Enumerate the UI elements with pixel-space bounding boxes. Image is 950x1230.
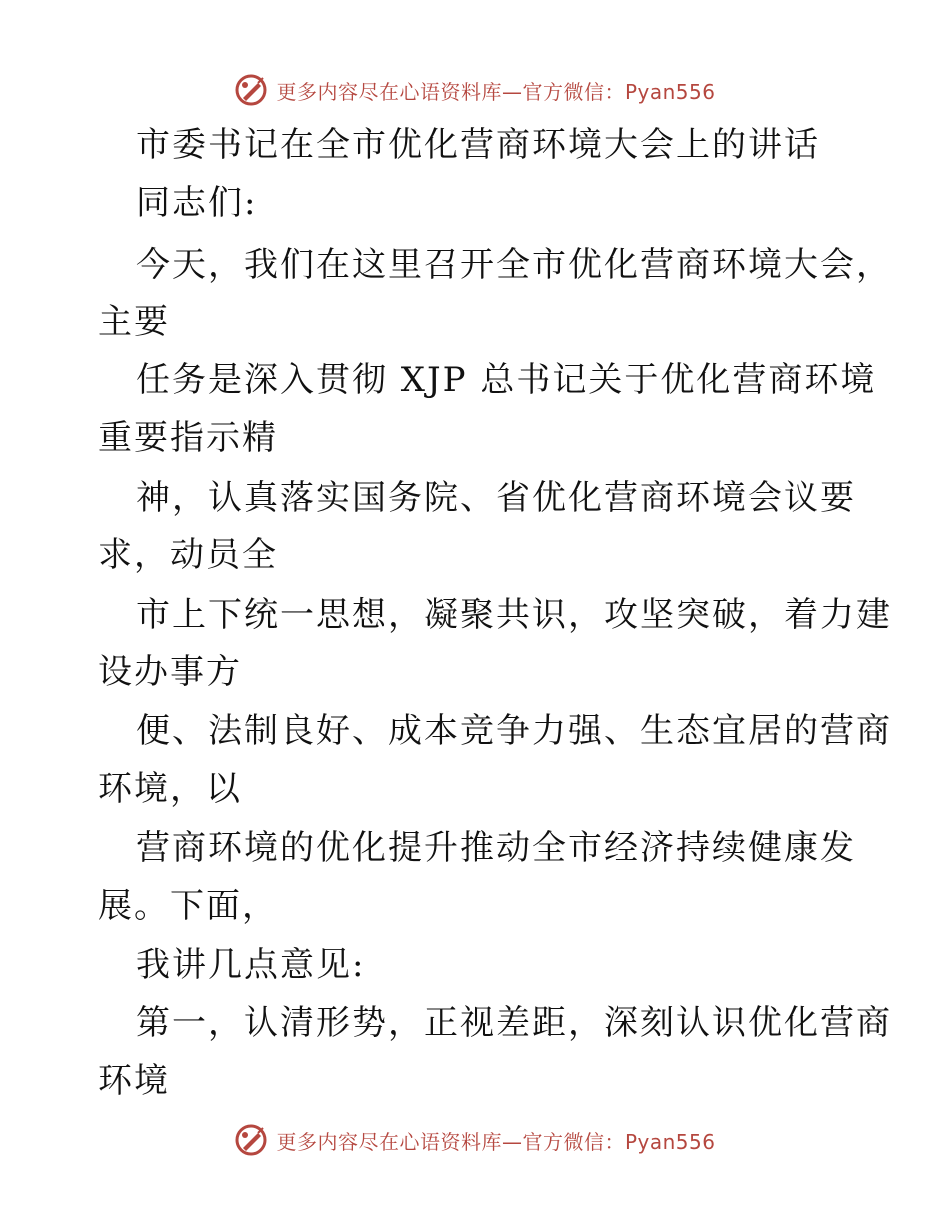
paragraph-line: 主要 bbox=[98, 302, 170, 342]
paragraph-line: 今天，我们在这里召开全市优化营商环境大会， bbox=[136, 245, 892, 285]
paragraph-line: 环境 bbox=[98, 1061, 170, 1101]
paragraph-line: 重要指示精 bbox=[98, 418, 278, 458]
paragraph-line: 第一，认清形势，正视差距，深刻认识优化营商 bbox=[136, 1003, 892, 1043]
paragraph-line: 环境，以 bbox=[98, 769, 242, 809]
header-watermark bbox=[0, 70, 950, 110]
paragraph-line: 营商环境的优化提升推动全市经济持续健康发 bbox=[136, 828, 856, 868]
quill-pen-logo-icon bbox=[234, 73, 268, 107]
quill-pen-logo-icon bbox=[234, 1123, 268, 1157]
paragraph-line: 展。下面， bbox=[98, 886, 278, 926]
paragraph-line: 设办事方 bbox=[98, 652, 242, 692]
header-watermark-text: 更多内容尽在心语资料库—官方微信：Pyan556 bbox=[276, 79, 716, 104]
paragraph-line: 市上下统一思想，凝聚共识，攻坚突破，着力建 bbox=[136, 595, 892, 635]
paragraph-line: 任务是深入贯彻 XJP 总书记关于优化营商环境 bbox=[136, 360, 877, 400]
salutation: 同志们: bbox=[136, 183, 258, 223]
paragraph-line: 求，动员全 bbox=[98, 535, 278, 575]
footer-watermark-text: 更多内容尽在心语资料库—官方微信：Pyan556 bbox=[276, 1129, 716, 1154]
document-title: 市委书记在全市优化营商环境大会上的讲话 bbox=[136, 125, 820, 165]
paragraph-line: 神，认真落实国务院、省优化营商环境会议要 bbox=[136, 478, 856, 518]
footer-watermark bbox=[0, 1120, 950, 1160]
paragraph-line: 我讲几点意见: bbox=[136, 945, 366, 985]
paragraph-line: 便、法制良好、成本竞争力强、生态宜居的营商 bbox=[136, 711, 892, 751]
